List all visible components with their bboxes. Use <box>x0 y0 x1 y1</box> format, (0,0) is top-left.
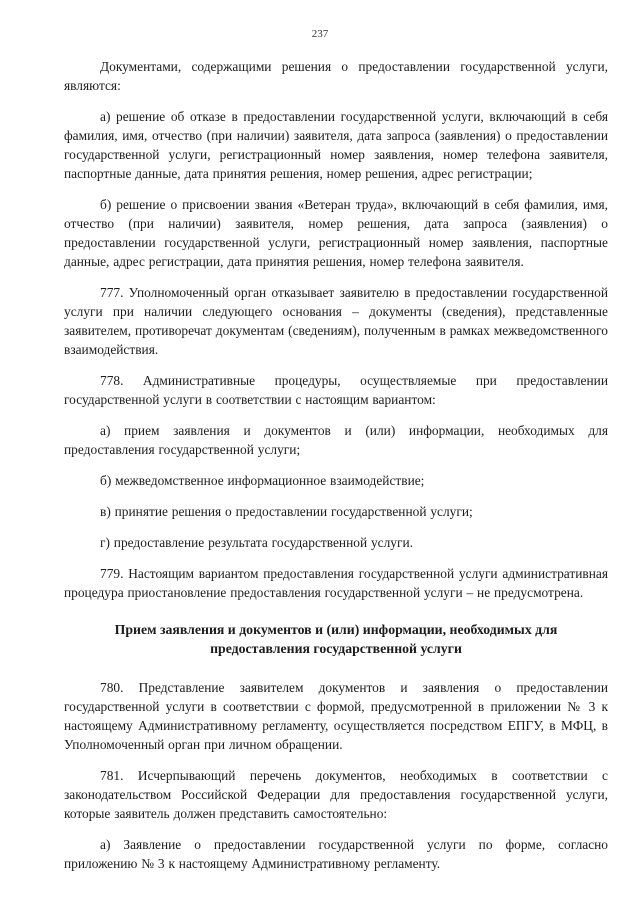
paragraph-item-b: б) решение о присвоении звания «Ветеран труда», включающий в себя фамилия, имя, отчество (при наличии) заявителя, номер решения, дата запроса (заявления) о предоставлении государственной услуги, регистрационный номер заявления, паспортные данные, адрес регистрации, дата принятия решения, номер телефона заявителя. <box>64 197 608 269</box>
paragraph-781: 781. Исчерпывающий перечень документов, необходимых в соответствии с законодательством Российской Федерации для предоставления государственной услуги, которые заявитель должен представить самостоятельно: <box>64 768 608 821</box>
paragraph-778-c: в) принятие решения о предоставлении государственной услуги; <box>100 504 473 519</box>
paragraph-781-a: а) Заявление о предоставлении государственной услуги по форме, согласно приложению № 3 к настоящему Административному регламенту. <box>64 837 608 871</box>
page-number: 237 <box>311 28 329 40</box>
paragraph-779: 779. Настоящим вариантом предоставления государственной услуги административная процедура приостановление предоставления государственной услуги – не предусмотрена. <box>64 566 608 600</box>
paragraph-item-a: а) решение об отказе в предоставлении государственной услуги, включающий в себя фамилия, имя, отчество (при наличии) заявителя, дата запроса (заявления) о предоставлении государственной услуги, регистрационный номер заявления, номер телефона заявителя, паспортные данные, дата принятия решения, номер решения, адрес регистрации; <box>64 109 608 181</box>
paragraph-778-a: а) прием заявления и документов и (или) информации, необходимых для предоставления государственной услуги; <box>64 423 608 457</box>
paragraph-778-d: г) предоставление результата государственной услуги. <box>100 535 413 550</box>
paragraph-778-b: б) межведомственное информационное взаимодействие; <box>100 473 425 488</box>
paragraph-778: 778. Административные процедуры, осуществляемые при предоставлении государственной услуги в соответствии с настоящим вариантом: <box>64 373 608 407</box>
section-heading: Прием заявления и документов и (или) информации, необходимых для предоставления государственной услуги <box>114 622 558 656</box>
document-body <box>64 57 608 873</box>
paragraph-777: 777. Уполномоченный орган отказывает заявителю в предоставлении государственной услуги при наличии следующего основания – документы (сведения), представленные заявителем, противоречат документам (сведениям), полученным в рамках межведомственного взаимодействия. <box>64 285 608 357</box>
paragraph-780: 780. Представление заявителем документов и заявления о предоставлении государственной услуги в соответствии с формой, предусмотренной в приложении № 3 к настоящему Административному регламенту, осуществляется посредством ЕПГУ, в МФЦ, в Уполномоченный орган при личном обращении. <box>64 680 608 752</box>
paragraph-intro: Документами, содержащими решения о предоставлении государственной услуги, являются: <box>64 59 608 93</box>
